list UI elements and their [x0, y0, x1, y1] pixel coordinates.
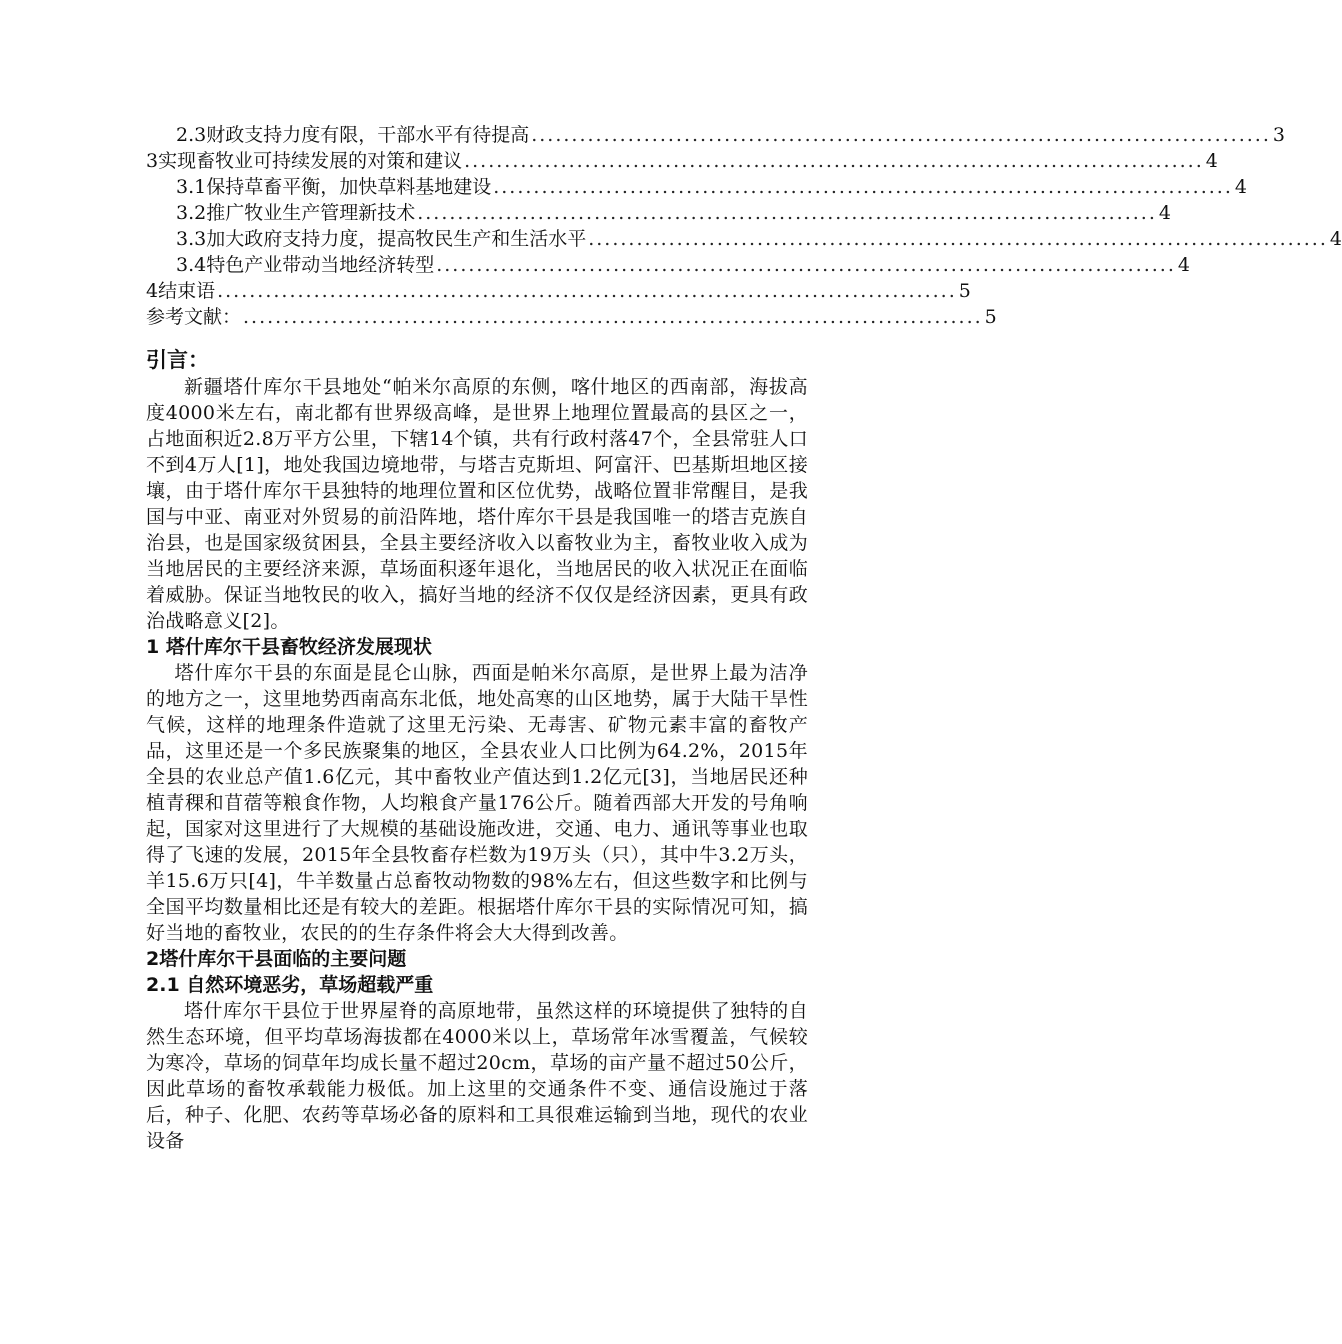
- toc-leader-dots: ............................................................................................: [588, 228, 1328, 250]
- toc-entry-page: 5: [984, 306, 997, 328]
- section-2-1-heading: 2.1 自然环境恶劣，草场超载严重: [146, 974, 434, 996]
- toc-entry-page: 5: [958, 280, 971, 302]
- toc-entry-page: 4: [1234, 176, 1247, 198]
- toc-entry: [146, 122, 1285, 148]
- intro-heading: 引言：: [146, 348, 209, 372]
- toc-entry-title: 3.2推广牧业生产管理新技术: [176, 202, 416, 224]
- section-2-heading: 2塔什库尔干县面临的主要问题: [146, 948, 407, 970]
- toc-leader-dots: ............................................................................................: [464, 150, 1204, 172]
- toc-entry-title: 4结束语: [146, 280, 216, 302]
- toc-entry-page: 3: [1272, 124, 1285, 146]
- toc-leader-dots: ............................................................................................: [436, 254, 1176, 276]
- toc-entry: [146, 148, 1218, 174]
- toc-entry-title: 3实现畜牧业可持续发展的对策和建议: [146, 150, 463, 172]
- toc-entry-title: 3.3加大政府支持力度，提高牧民生产和生活水平: [176, 228, 587, 250]
- toc-leader-dots: ............................................................................................: [493, 176, 1233, 198]
- section-1-paragraph: 塔什库尔干县的东面是昆仑山脉，西面是帕米尔高原，是世界上最为洁净的地方之一，这里地势西南高东北低，地处高寒的山区地势，属于大陆干旱性气候，这样的地理条件造就了这里无污染、无毒害、矿物元素丰富的畜牧产品，这里还是一个多民族聚集的地区，全县农业人口比例为64.2%，2015年全县的农业总产值1.6亿元，其中畜牧业产值达到1.2亿元[3]，当地居民还种植青稞和苜蓿等粮食作物，人均粮食产量176公斤。随着西部大开发的号角响起，国家对这里进行了大规模的基础设施改进，交通、电力、通讯等事业也取得了飞速的发展，2015年全县牧畜存栏数为19万头（只），其中牛3.2万头，羊15.6万只[4]，牛羊数量占总畜牧动物数的98%左右，但这些数字和比例与全国平均数量相比还是有较大的差距。根据塔什库尔干县的实际情况可知，搞好当地的畜牧业，农民的的生存条件将会大大得到改善。: [146, 662, 808, 944]
- toc-entry-page: 4: [1158, 202, 1171, 224]
- toc-leader-dots: ............................................................................................: [417, 202, 1157, 224]
- document-body: [146, 346, 808, 1154]
- section-2-1-paragraph: 塔什库尔干县位于世界屋脊的高原地带，虽然这样的环境提供了独特的自然生态环境，但平均草场海拔都在4000米以上，草场常年冰雪覆盖，气候较为寒冷，草场的饲草年均成长量不超过20cm，草场的亩产量不超过50公斤，因此草场的畜牧承载能力极低。加上这里的交通条件不变、通信设施过于落后，种子、化肥、农药等草场必备的原料和工具很难运输到当地，现代的农业设备: [146, 1000, 808, 1152]
- section-1-heading: 1 塔什库尔干县畜牧经济发展现状: [146, 636, 432, 658]
- toc-leader-dots: ............................................................................................: [217, 280, 957, 302]
- toc-entry-title: 2.3财政支持力度有限，干部水平有待提高: [176, 124, 530, 146]
- toc-entry: [146, 226, 1342, 252]
- intro-paragraph: 新疆塔什库尔干县地处“帕米尔高原的东侧，喀什地区的西南部，海拔高度4000米左右，南北都有世界级高峰，是世界上地理位置最高的县区之一，占地面积近2.8万平方公里，下辖14个镇，共有行政村落47个，全县常驻人口不到4万人[1]，地处我国边境地带，与塔吉克斯坦、阿富汗、巴基斯坦地区接壤，由于塔什库尔干县独特的地理位置和区位优势，战略位置非常醒目，是我国与中亚、南亚对外贸易的前沿阵地，塔什库尔干县是我国唯一的塔吉克族自治县，也是国家级贫困县，全县主要经济收入以畜牧业为主，畜牧业收入成为当地居民的主要经济来源，草场面积逐年退化，当地居民的收入状况正在面临着威胁。保证当地牧民的收入，搞好当地的经济不仅仅是经济因素，更具有政治战略意义[2]。: [146, 376, 808, 632]
- toc-entry: [146, 200, 1171, 226]
- toc-leader-dots: ............................................................................................: [531, 124, 1271, 146]
- toc-entry-page: 4: [1177, 254, 1190, 276]
- toc-entry-page: 4: [1205, 150, 1218, 172]
- toc-entry: [146, 278, 971, 304]
- toc-entry-title: 3.4特色产业带动当地经济转型: [176, 254, 435, 276]
- toc-entry-title: 参考文献：: [146, 306, 242, 328]
- toc-entry-page: 4: [1329, 228, 1342, 250]
- toc-leader-dots: ............................................................................................: [243, 306, 983, 328]
- toc-entry: [146, 252, 1190, 278]
- toc-entry: [146, 304, 997, 330]
- table-of-contents: [146, 122, 1342, 330]
- toc-entry-title: 3.1保持草畜平衡，加快草料基地建设: [176, 176, 492, 198]
- toc-entry: [146, 174, 1247, 200]
